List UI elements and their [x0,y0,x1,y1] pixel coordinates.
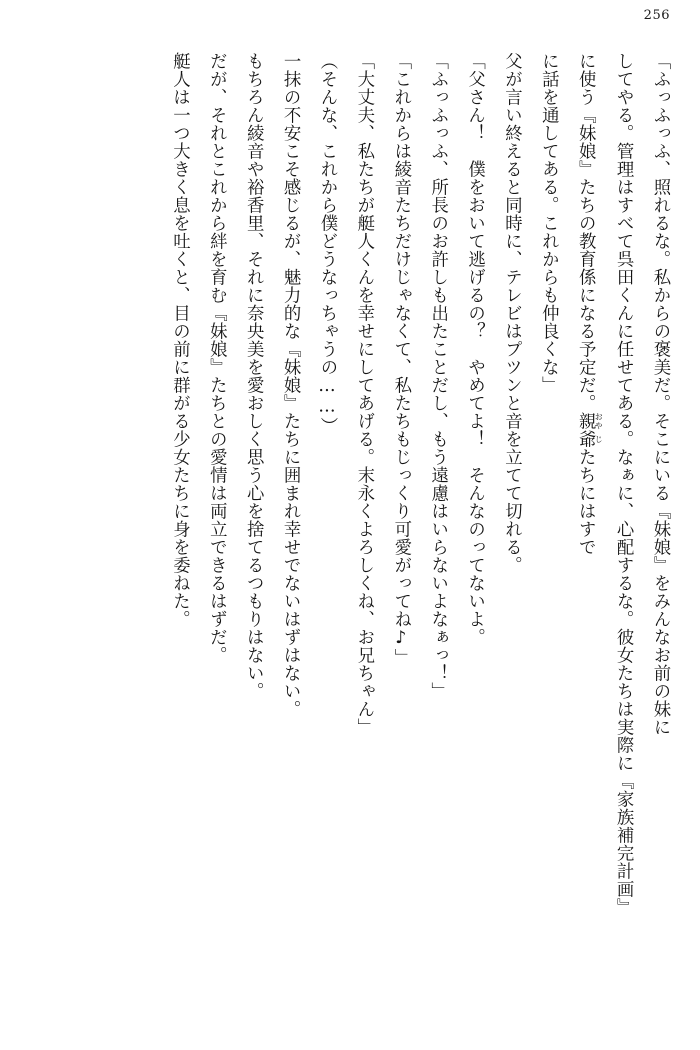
text-line: 「これからは綾音たちだけじゃなくて、私たちもじっくり可愛がってね♪」 [390,52,411,667]
text-line: に話を通してある。これからも仲良くな」 [538,52,559,394]
ruby-oya: 親 おや [575,412,605,430]
text-line: 「ふっふっふ、所長のお許しも出たことだし、もう遠慮はいらないよなぁっ！」 [427,52,448,700]
ruby-ji: 爺 じ [575,430,605,448]
text-line: 艇人は一つ大きく息を吐くと、目の前に群がる少女たちに身を委ねた。 [169,52,190,628]
text-line-with-ruby: に使う『妹娘』たちの教育係になる予定だ。親 おや爺 じたちにはすで [575,52,605,556]
vertical-text-body [140,52,678,992]
text-line: （そんな、これから僕どうなっちゃうの……） [316,52,337,436]
text-line: 「ふっふっふ、照れるな。私からの褒美だ。そこにいる『妹娘』をみんなお前の妹に [650,52,670,736]
text-line: 父が言い終えると同時に、テレビはプツンと音を立てて切れる。 [501,52,522,574]
text-line: してやる。管理はすべて呉田くんに任せてある。なぁに、心配するな。彼女たちは実際に『家族補完計画』 [613,52,634,916]
text-line: 一抹の不安こそ感じるが、魅力的な『妹娘』たちに囲まれ幸せでないはずはない。 [280,52,301,718]
page-number: 256 [643,8,670,23]
text-line: もちろん綾音や裕香里、それに奈央美を愛おしく思う心を捨てるつもりはない。 [243,52,264,700]
text-line: 「大丈夫、私たちが艇人くんを幸せにしてあげる。末永くよろしくね、お兄ちゃん」 [353,52,374,736]
text-line: だが、それとこれから絆を育む『妹娘』たちとの愛情は両立できるはずだ。 [206,52,227,664]
text-line: 「父さん！ 僕をおいて逃げるの？ やめてよ！ そんなのってないよ。 [464,52,485,646]
